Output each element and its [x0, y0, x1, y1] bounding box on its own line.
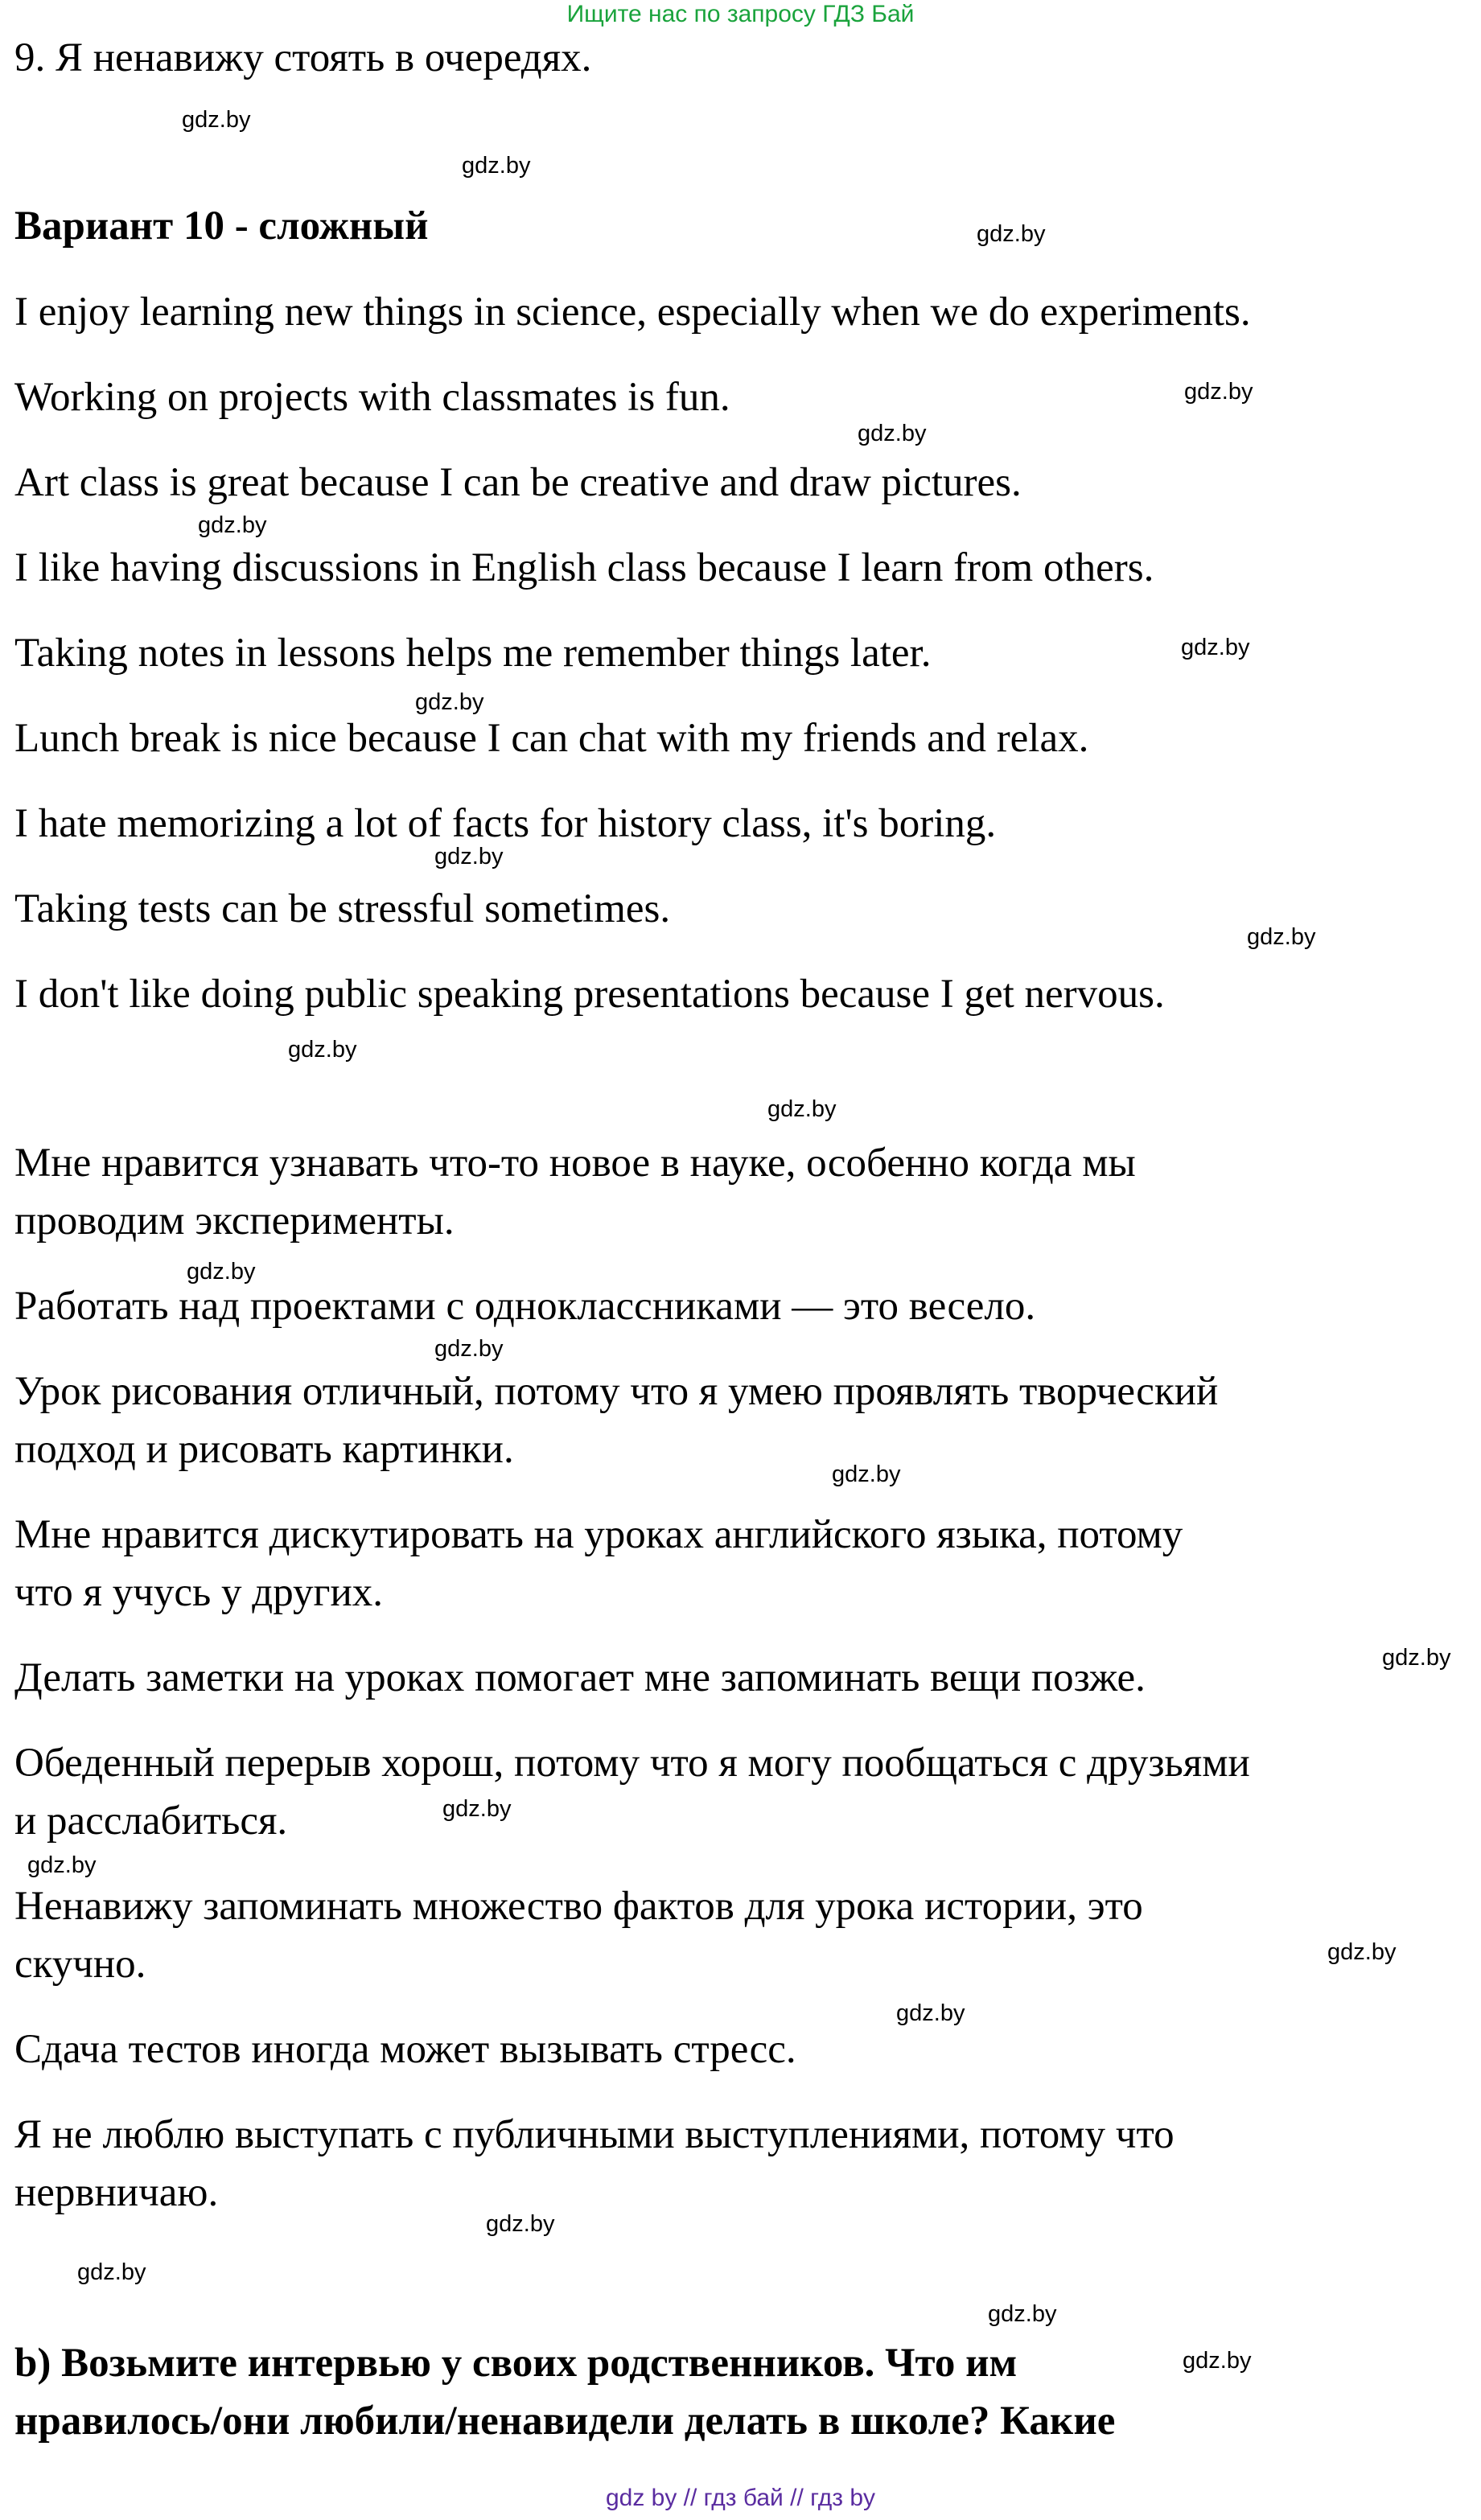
text-line: Обеденный перерыв хорош, потому что я могу пообщаться с друзьями — [14, 1741, 1250, 1786]
text-line: I hate memorizing a lot of facts for history class, it's boring. — [14, 801, 997, 846]
text-line: скучно. — [14, 1942, 146, 1987]
watermark: gdz.by — [288, 1037, 357, 1063]
top-banner[interactable]: Ищите нас по запросу ГДЗ Бай — [566, 1, 915, 27]
watermark: gdz.by — [1184, 379, 1253, 405]
text-line: Working on projects with classmates is fun. — [14, 375, 730, 420]
text-line: Lunch break is nice because I can chat with my friends and relax. — [14, 716, 1089, 761]
watermark: gdz.by — [462, 153, 531, 179]
task-heading: b) Возьмите интервью у своих родственников. Что им — [14, 2341, 1018, 2386]
text-line: I enjoy learning new things in science, especially when we do experiments. — [14, 290, 1251, 335]
watermark: gdz.by — [187, 1259, 256, 1285]
watermark: gdz.by — [858, 421, 927, 446]
watermark: gdz.by — [1247, 924, 1316, 950]
watermark: gdz.by — [198, 512, 267, 538]
watermark: gdz.by — [486, 2211, 555, 2237]
watermark: gdz.by — [767, 1096, 837, 1122]
text-line: и расслабиться. — [14, 1799, 288, 1844]
text-line: проводим эксперименты. — [14, 1198, 455, 1244]
task-heading: нравилось/они любили/ненавидели делать в школе? Какие — [14, 2399, 1116, 2444]
watermark: gdz.by — [182, 107, 251, 133]
bottom-banner[interactable]: gdz by // гдз бай // гдз by — [605, 2485, 876, 2511]
watermark: gdz.by — [1181, 635, 1250, 660]
watermark: gdz.by — [1183, 2348, 1252, 2374]
text-line: Art class is great because I can be creative and draw pictures. — [14, 460, 1022, 505]
watermark: gdz.by — [442, 1796, 512, 1822]
watermark: gdz.by — [434, 1336, 504, 1362]
watermark: gdz.by — [77, 2259, 146, 2285]
text-line: Я не люблю выступать с публичными выступлениями, потому что — [14, 2112, 1175, 2157]
watermark: gdz.by — [415, 689, 484, 715]
watermark: gdz.by — [896, 2000, 965, 2026]
watermark: gdz.by — [434, 844, 504, 869]
watermark: gdz.by — [832, 1461, 901, 1487]
text-line: что я учусь у других. — [14, 1570, 384, 1615]
watermark: gdz.by — [977, 221, 1046, 247]
text-line: нервничаю. — [14, 2170, 219, 2215]
watermark: gdz.by — [988, 2301, 1057, 2327]
text-line: Мне нравится узнавать что-то новое в науке, особенно когда мы — [14, 1141, 1136, 1186]
text-line: Сдача тестов иногда может вызывать стресс. — [14, 2027, 796, 2072]
text-line: 9. Я ненавижу стоять в очередях. — [14, 35, 592, 80]
text-line: Taking tests can be stressful sometimes. — [14, 886, 671, 931]
variant-heading: Вариант 10 - сложный — [14, 203, 429, 249]
text-line: подход и рисовать картинки. — [14, 1427, 514, 1472]
watermark: gdz.by — [27, 1852, 97, 1878]
text-line: Работать над проектами с одноклассниками — это весело. — [14, 1284, 1036, 1329]
text-line: Делать заметки на уроках помогает мне запоминать вещи позже. — [14, 1655, 1146, 1700]
text-line: I like having discussions in English class because I learn from others. — [14, 545, 1154, 590]
text-line: I don't like doing public speaking presentations because I get nervous. — [14, 972, 1165, 1017]
text-line: Ненавижу запоминать множество фактов для урока истории, это — [14, 1884, 1143, 1929]
watermark: gdz.by — [1327, 1939, 1397, 1965]
text-line: Урок рисования отличный, потому что я умею проявлять творческий — [14, 1369, 1219, 1414]
watermark: gdz.by — [1382, 1645, 1451, 1671]
text-line: Мне нравится дискутировать на уроках английского языка, потому — [14, 1512, 1183, 1557]
text-line: Taking notes in lessons helps me remember things later. — [14, 631, 932, 676]
